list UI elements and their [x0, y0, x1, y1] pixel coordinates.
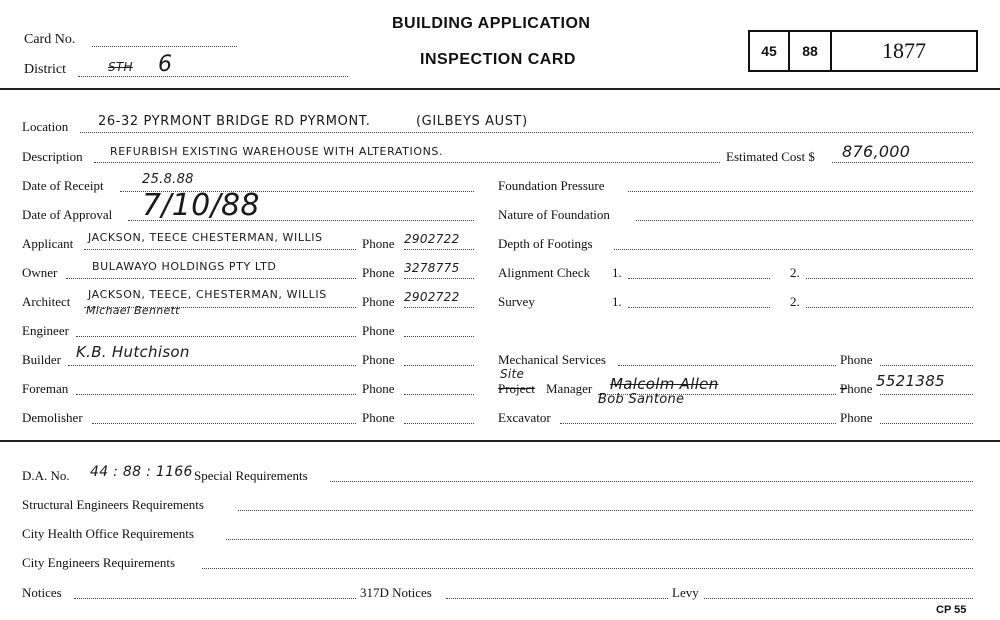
- form-code: CP 55: [936, 604, 967, 616]
- demolisher-phone-line: [404, 423, 474, 424]
- applicant-label: Applicant: [22, 236, 74, 251]
- excavator-phone-label: Phone: [840, 410, 873, 425]
- location-value: 26-32 PYRMONT BRIDGE RD PYRMONT.: [98, 114, 371, 129]
- notices-line: [74, 598, 356, 599]
- da-no-label: D.A. No.: [22, 468, 70, 483]
- architect-phone-value: 2902722: [404, 290, 460, 304]
- manager-phone-label: [840, 381, 873, 397]
- date-receipt-label: Date of Receipt: [22, 178, 104, 193]
- date-approval-value: 7/10/88: [142, 188, 260, 223]
- applicant-phone-value: 2902722: [404, 232, 460, 246]
- district-value: 6: [158, 52, 173, 77]
- survey-num-1: 1.: [612, 294, 622, 309]
- mech-services-line: [618, 365, 836, 366]
- project-struck-label: Project: [498, 381, 535, 396]
- notices-317d-label: 317D Notices: [360, 585, 432, 600]
- city-eng-line: [202, 568, 973, 569]
- engineer-phone-line: [404, 336, 474, 337]
- nature-foundation-line: [636, 220, 973, 221]
- applicant-line: [84, 249, 356, 250]
- engineer-line: [76, 336, 356, 337]
- health-line: [226, 539, 973, 540]
- owner-phone-value: 3278775: [404, 261, 460, 275]
- title-line-1: BUILDING APPLICATION: [392, 15, 591, 32]
- survey-line-1: [628, 307, 770, 308]
- manager-phone-value: 5521385: [876, 372, 945, 390]
- architect-value-2: Michael Bennett: [86, 304, 180, 317]
- divider-top: [0, 88, 1000, 90]
- manager-value: Bob Santone: [598, 392, 685, 407]
- foreman-phone-label: Phone: [362, 381, 395, 396]
- alignment-check-label: Alignment Check: [498, 265, 591, 280]
- district-struck-value: STH: [108, 60, 133, 74]
- levy-line: [704, 598, 973, 599]
- owner-value: BULAWAYO HOLDINGS PTY LTD: [92, 260, 277, 273]
- alignment-num-2: 2.: [790, 265, 800, 280]
- manager-phone-label-rest: hone: [847, 381, 873, 396]
- demolisher-line: [92, 423, 356, 424]
- architect-value: JACKSON, TEECE, CHESTERMAN, WILLIS: [88, 288, 327, 301]
- alignment-num-1: 1.: [612, 265, 622, 280]
- date-receipt-value: 25.8.88: [142, 172, 194, 187]
- estimated-cost-label: Estimated Cost $: [726, 149, 815, 164]
- manager-struck-value: Malcolm Allen: [610, 375, 719, 393]
- manager-phone-line: [880, 394, 973, 395]
- builder-value: K.B. Hutchison: [76, 343, 190, 361]
- manager-phone-struck: P: [840, 381, 848, 396]
- district-label: District: [24, 62, 66, 77]
- engineer-phone-label: Phone: [362, 323, 395, 338]
- estimated-cost-value: 876,000: [842, 142, 911, 161]
- health-label: City Health Office Requirements: [22, 526, 194, 541]
- box-code-1: 45: [748, 30, 790, 72]
- excavator-phone-line: [880, 423, 973, 424]
- builder-label: Builder: [22, 352, 61, 367]
- estimated-cost-line: [832, 162, 973, 163]
- mech-services-label: Mechanical Services: [498, 352, 606, 367]
- description-label: Description: [22, 149, 83, 164]
- foundation-pressure-label: Foundation Pressure: [498, 178, 605, 193]
- survey-line-2: [806, 307, 973, 308]
- district-line: [78, 76, 348, 77]
- description-value: REFURBISH EXISTING WAREHOUSE WITH ALTERATIONS.: [110, 145, 444, 158]
- city-eng-label: City Engineers Requirements: [22, 555, 176, 570]
- architect-label: Architect: [22, 294, 71, 309]
- applicant-phone-label: Phone: [362, 236, 395, 251]
- notices-317d-line: [446, 598, 668, 599]
- mech-services-phone-label: Phone: [840, 352, 873, 367]
- da-no-value: 44 : 88 : 1166: [90, 464, 193, 480]
- survey-num-2: 2.: [790, 294, 800, 309]
- box-code-2: 88: [788, 30, 832, 72]
- foreman-phone-line: [404, 394, 474, 395]
- architect-phone-label: Phone: [362, 294, 395, 309]
- nature-foundation-label: Nature of Foundation: [498, 207, 610, 222]
- divider-bottom: [0, 440, 1000, 442]
- foundation-pressure-line: [628, 191, 973, 192]
- excavator-label: Excavator: [498, 410, 551, 425]
- architect-phone-line: [404, 307, 474, 308]
- builder-phone-label: Phone: [362, 352, 395, 367]
- engineer-label: Engineer: [22, 323, 69, 338]
- applicant-phone-line: [404, 249, 474, 250]
- special-req-label: Special Requirements: [194, 468, 308, 483]
- location-extra: (GILBEYS AUST): [416, 114, 528, 129]
- demolisher-label: Demolisher: [22, 410, 83, 425]
- site-word: Site: [500, 367, 525, 381]
- foreman-line: [76, 394, 356, 395]
- survey-label: Survey: [498, 294, 535, 309]
- mech-services-phone-line: [880, 365, 973, 366]
- owner-label: Owner: [22, 265, 58, 280]
- notices-label: Notices: [22, 585, 62, 600]
- alignment-line-1: [628, 278, 770, 279]
- card-no-label: Card No.: [24, 32, 76, 47]
- card-no-line: [92, 46, 237, 47]
- foreman-label: Foreman: [22, 381, 69, 396]
- owner-phone-label: Phone: [362, 265, 395, 280]
- location-label: Location: [22, 119, 69, 134]
- structural-line: [238, 510, 973, 511]
- demolisher-phone-label: Phone: [362, 410, 395, 425]
- date-approval-label: Date of Approval: [22, 207, 113, 222]
- location-line: [80, 132, 973, 133]
- manager-label: Manager: [546, 381, 593, 396]
- depth-footings-label: Depth of Footings: [498, 236, 593, 251]
- structural-label: Structural Engineers Requirements: [22, 497, 204, 512]
- box-card-number: 1877: [830, 30, 978, 72]
- depth-footings-line: [614, 249, 973, 250]
- owner-phone-line: [404, 278, 474, 279]
- builder-line: [68, 365, 356, 366]
- special-req-line: [330, 481, 973, 482]
- builder-phone-line: [404, 365, 474, 366]
- applicant-value: JACKSON, TEECE CHESTERMAN, WILLIS: [88, 231, 323, 244]
- levy-label: Levy: [672, 585, 699, 600]
- title-line-2: INSPECTION CARD: [420, 51, 576, 68]
- excavator-line: [560, 423, 836, 424]
- description-line: [94, 162, 720, 163]
- owner-line: [66, 278, 356, 279]
- alignment-line-2: [806, 278, 973, 279]
